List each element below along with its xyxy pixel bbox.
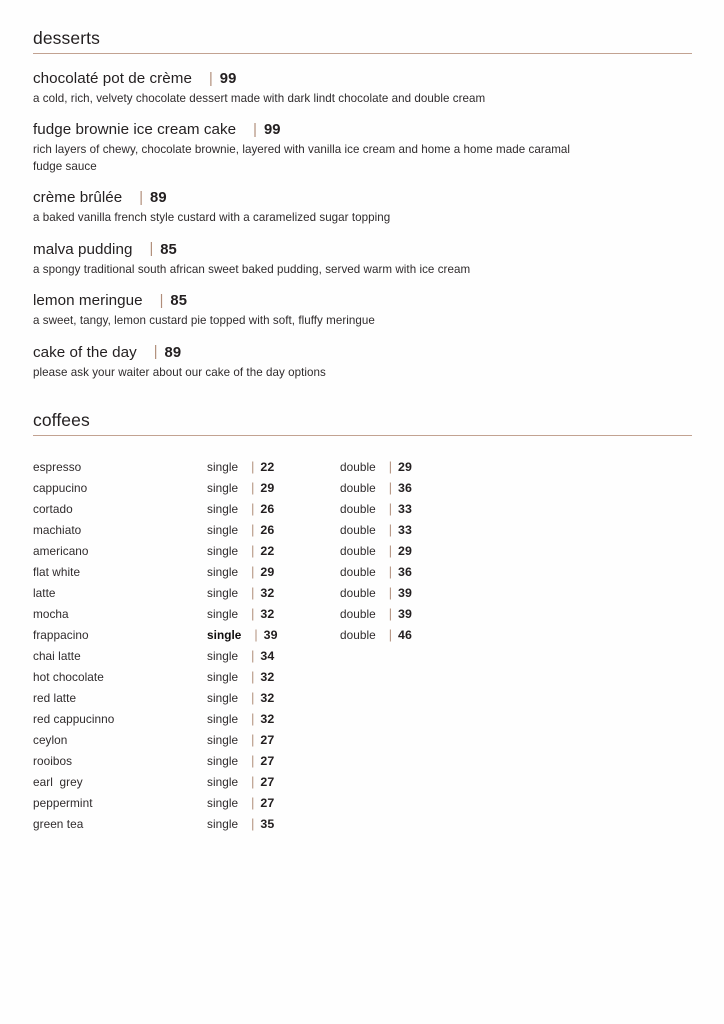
price-separator-icon: | [388, 501, 392, 516]
double-size-label: double [340, 523, 376, 538]
double-price: 39 [397, 586, 412, 601]
double-price: 29 [397, 544, 412, 559]
dessert-list [33, 70, 692, 381]
price-separator-icon: | [139, 189, 144, 206]
single-size-label: single [207, 460, 239, 475]
coffee-name: cortado [33, 502, 73, 517]
dessert-price: 89 [150, 190, 167, 207]
single-size-label: single [207, 628, 242, 643]
single-size-label-cell [207, 499, 340, 520]
coffee-row [33, 751, 692, 772]
coffee-name: espresso [33, 460, 82, 475]
double-size-label-cell [340, 478, 470, 499]
single-price: 32 [260, 607, 275, 622]
single-size-label-cell [207, 625, 340, 646]
dessert-name: cake of the day [33, 343, 137, 361]
coffee-list [33, 457, 692, 835]
coffee-row [33, 457, 692, 478]
coffee-row [33, 667, 692, 688]
single-price: 27 [260, 796, 275, 811]
double-price: 46 [397, 628, 412, 643]
dessert-price: 89 [164, 344, 182, 361]
single-size-label: single [207, 712, 239, 727]
single-size-label: single [207, 649, 239, 664]
single-size-label: single [207, 481, 239, 496]
dessert-item [33, 241, 692, 278]
coffee-name: flat white [33, 565, 81, 580]
dessert-name: fudge brownie ice cream cake [33, 121, 237, 139]
dessert-title-row [33, 241, 692, 258]
coffee-name: frappacino [33, 628, 89, 643]
price-separator-icon: | [251, 753, 255, 768]
double-price: 39 [397, 607, 412, 622]
single-size-label: single [207, 565, 239, 580]
dessert-description: a cold, rich, velvety chocolate dessert made with dark lindt chocolate and double cream [33, 92, 486, 105]
price-separator-icon: | [254, 627, 258, 642]
single-size-label-cell [207, 604, 340, 625]
single-size-label-cell [207, 814, 340, 835]
coffee-row [33, 541, 692, 562]
coffee-row [33, 520, 692, 541]
coffee-row [33, 562, 692, 583]
menu-content [33, 28, 692, 835]
single-size-label-cell [207, 583, 340, 604]
section-coffees [33, 410, 692, 835]
single-size-label: single [207, 733, 239, 748]
price-separator-icon: | [388, 543, 392, 558]
coffee-name: red cappucinno [33, 712, 115, 727]
price-separator-icon: | [159, 292, 164, 309]
single-price: 32 [260, 691, 275, 706]
dessert-title-row [33, 292, 692, 309]
dessert-description: a baked vanilla french style custard with a caramelized sugar topping [33, 211, 391, 225]
single-size-label: single [207, 502, 239, 517]
price-separator-icon: | [149, 241, 154, 258]
price-separator-icon: | [251, 711, 255, 726]
double-size-label-cell [340, 583, 470, 604]
dessert-item [33, 292, 692, 329]
coffee-name: rooibos [33, 754, 73, 769]
price-separator-icon: | [251, 690, 255, 705]
dessert-price: 99 [263, 122, 281, 139]
coffee-name: earl grey [33, 775, 83, 790]
single-price: 39 [263, 628, 278, 643]
single-price: 34 [260, 649, 275, 664]
single-size-label-cell [207, 667, 340, 688]
price-separator-icon: | [253, 121, 257, 138]
coffee-name: latte [33, 586, 56, 601]
single-size-label: single [207, 817, 239, 832]
single-size-label-cell [207, 730, 340, 751]
single-size-label-cell [207, 793, 340, 814]
dessert-item [33, 70, 692, 107]
single-size-label: single [207, 544, 239, 559]
coffee-name: americano [33, 544, 89, 559]
single-size-label-cell [207, 541, 340, 562]
double-size-label-cell [340, 499, 470, 520]
single-size-label: single [207, 775, 239, 790]
coffee-name: mocha [33, 607, 69, 622]
dessert-price: 85 [160, 241, 177, 258]
price-separator-icon: | [251, 795, 255, 810]
single-size-label-cell [207, 772, 340, 793]
price-separator-icon: | [251, 522, 255, 537]
dessert-title-row [33, 70, 692, 87]
section-title-desserts: desserts [33, 28, 100, 48]
price-separator-icon: | [251, 606, 255, 621]
double-price: 36 [397, 481, 412, 496]
price-separator-icon: | [251, 564, 255, 579]
section-divider-coffees [33, 435, 692, 436]
dessert-name: chocolaté pot de crème [33, 70, 192, 87]
price-separator-icon: | [388, 480, 392, 495]
section-desserts [33, 28, 692, 381]
dessert-title-row [33, 189, 692, 206]
single-size-label: single [207, 607, 239, 622]
double-size-label: double [340, 481, 376, 496]
single-size-label-cell [207, 751, 340, 772]
double-size-label: double [340, 460, 376, 475]
dessert-name: crème brûlée [33, 189, 123, 207]
coffee-name: green tea [33, 817, 84, 832]
dessert-name: malva pudding [33, 240, 133, 258]
single-size-label: single [207, 796, 239, 811]
coffee-row [33, 709, 692, 730]
coffee-row [33, 772, 692, 793]
price-separator-icon: | [251, 501, 255, 516]
coffee-row [33, 499, 692, 520]
price-separator-icon: | [388, 522, 392, 537]
double-size-label-cell [340, 457, 470, 478]
coffee-row [33, 625, 692, 646]
double-size-label-cell [340, 541, 470, 562]
price-separator-icon: | [388, 459, 392, 474]
price-separator-icon: | [251, 543, 255, 558]
single-price: 27 [260, 733, 275, 748]
dessert-item [33, 344, 692, 381]
single-price: 22 [260, 460, 275, 475]
dessert-description: a sweet, tangy, lemon custard pie topped with soft, fluffy meringue [33, 314, 375, 328]
price-separator-icon: | [251, 459, 255, 474]
single-price: 32 [260, 586, 275, 601]
double-size-label-cell [340, 625, 470, 646]
single-size-label-cell [207, 520, 340, 541]
single-size-label-cell [207, 646, 340, 667]
price-separator-icon: | [208, 70, 213, 87]
single-price: 26 [260, 523, 275, 538]
coffee-row [33, 646, 692, 667]
coffee-row [33, 814, 692, 835]
single-size-label-cell [207, 478, 340, 499]
price-separator-icon: | [388, 585, 392, 600]
coffee-row [33, 793, 692, 814]
double-size-label-cell [340, 520, 470, 541]
coffee-row [33, 688, 692, 709]
double-price: 33 [397, 523, 412, 538]
dessert-title-row [33, 344, 692, 361]
single-size-label: single [207, 586, 239, 601]
coffee-row [33, 583, 692, 604]
section-divider-desserts [33, 53, 692, 54]
double-price: 29 [397, 460, 412, 475]
single-size-label-cell [207, 562, 340, 583]
single-price: 32 [260, 712, 275, 727]
single-price: 35 [260, 817, 275, 832]
price-separator-icon: | [388, 606, 392, 621]
coffee-name: cappucino [33, 481, 88, 496]
price-separator-icon: | [251, 732, 255, 747]
single-size-label-cell [207, 457, 340, 478]
single-size-label: single [207, 670, 239, 685]
double-size-label-cell [340, 604, 470, 625]
coffee-name: machiato [33, 523, 82, 538]
double-price: 36 [397, 565, 412, 580]
coffee-name: peppermint [33, 796, 93, 811]
coffee-name: ceylon [33, 733, 68, 748]
dessert-description: a spongy traditional south african sweet baked pudding, served warm with ice cream [33, 262, 471, 276]
single-size-label: single [207, 691, 239, 706]
price-separator-icon: | [388, 627, 392, 642]
single-price: 32 [260, 670, 275, 685]
single-price: 29 [260, 565, 275, 580]
dessert-price: 85 [170, 293, 188, 310]
dessert-item [33, 121, 692, 175]
double-size-label: double [340, 586, 376, 601]
double-size-label: double [340, 628, 376, 643]
price-separator-icon: | [251, 669, 255, 684]
price-separator-icon: | [388, 564, 392, 579]
section-title-coffees: coffees [33, 410, 90, 431]
coffee-name: hot chocolate [33, 670, 104, 685]
dessert-price: 99 [219, 71, 237, 87]
double-size-label-cell [340, 562, 470, 583]
dessert-title-row [33, 121, 692, 138]
double-size-label: double [340, 565, 376, 580]
price-separator-icon: | [251, 585, 255, 600]
single-size-label: single [207, 754, 239, 769]
price-separator-icon: | [251, 816, 255, 831]
coffee-row [33, 478, 692, 499]
double-price: 33 [397, 502, 412, 517]
single-price: 22 [260, 544, 275, 559]
single-price: 27 [260, 754, 275, 769]
double-size-label: double [340, 607, 376, 622]
single-price: 27 [260, 775, 275, 790]
price-separator-icon: | [153, 344, 158, 361]
coffee-row [33, 604, 692, 625]
single-size-label-cell [207, 688, 340, 709]
single-price: 26 [260, 502, 275, 517]
dessert-description: rich layers of chewy, chocolate brownie, layered with vanilla ice cream and home a home made caramal fudge sauce [33, 143, 571, 173]
dessert-description: please ask your waiter about our cake of the day options [33, 365, 326, 379]
dessert-item [33, 189, 692, 226]
coffee-name: red latte [33, 691, 77, 706]
single-size-label-cell [207, 709, 340, 730]
coffee-row [33, 730, 692, 751]
single-size-label: single [207, 523, 239, 538]
dessert-name: lemon meringue [33, 292, 143, 310]
coffee-name: chai latte [33, 649, 81, 664]
price-separator-icon: | [251, 480, 255, 495]
double-size-label: double [340, 502, 376, 517]
price-separator-icon: | [251, 774, 255, 789]
single-price: 29 [260, 481, 275, 496]
double-size-label: double [340, 544, 376, 559]
price-separator-icon: | [251, 648, 255, 663]
